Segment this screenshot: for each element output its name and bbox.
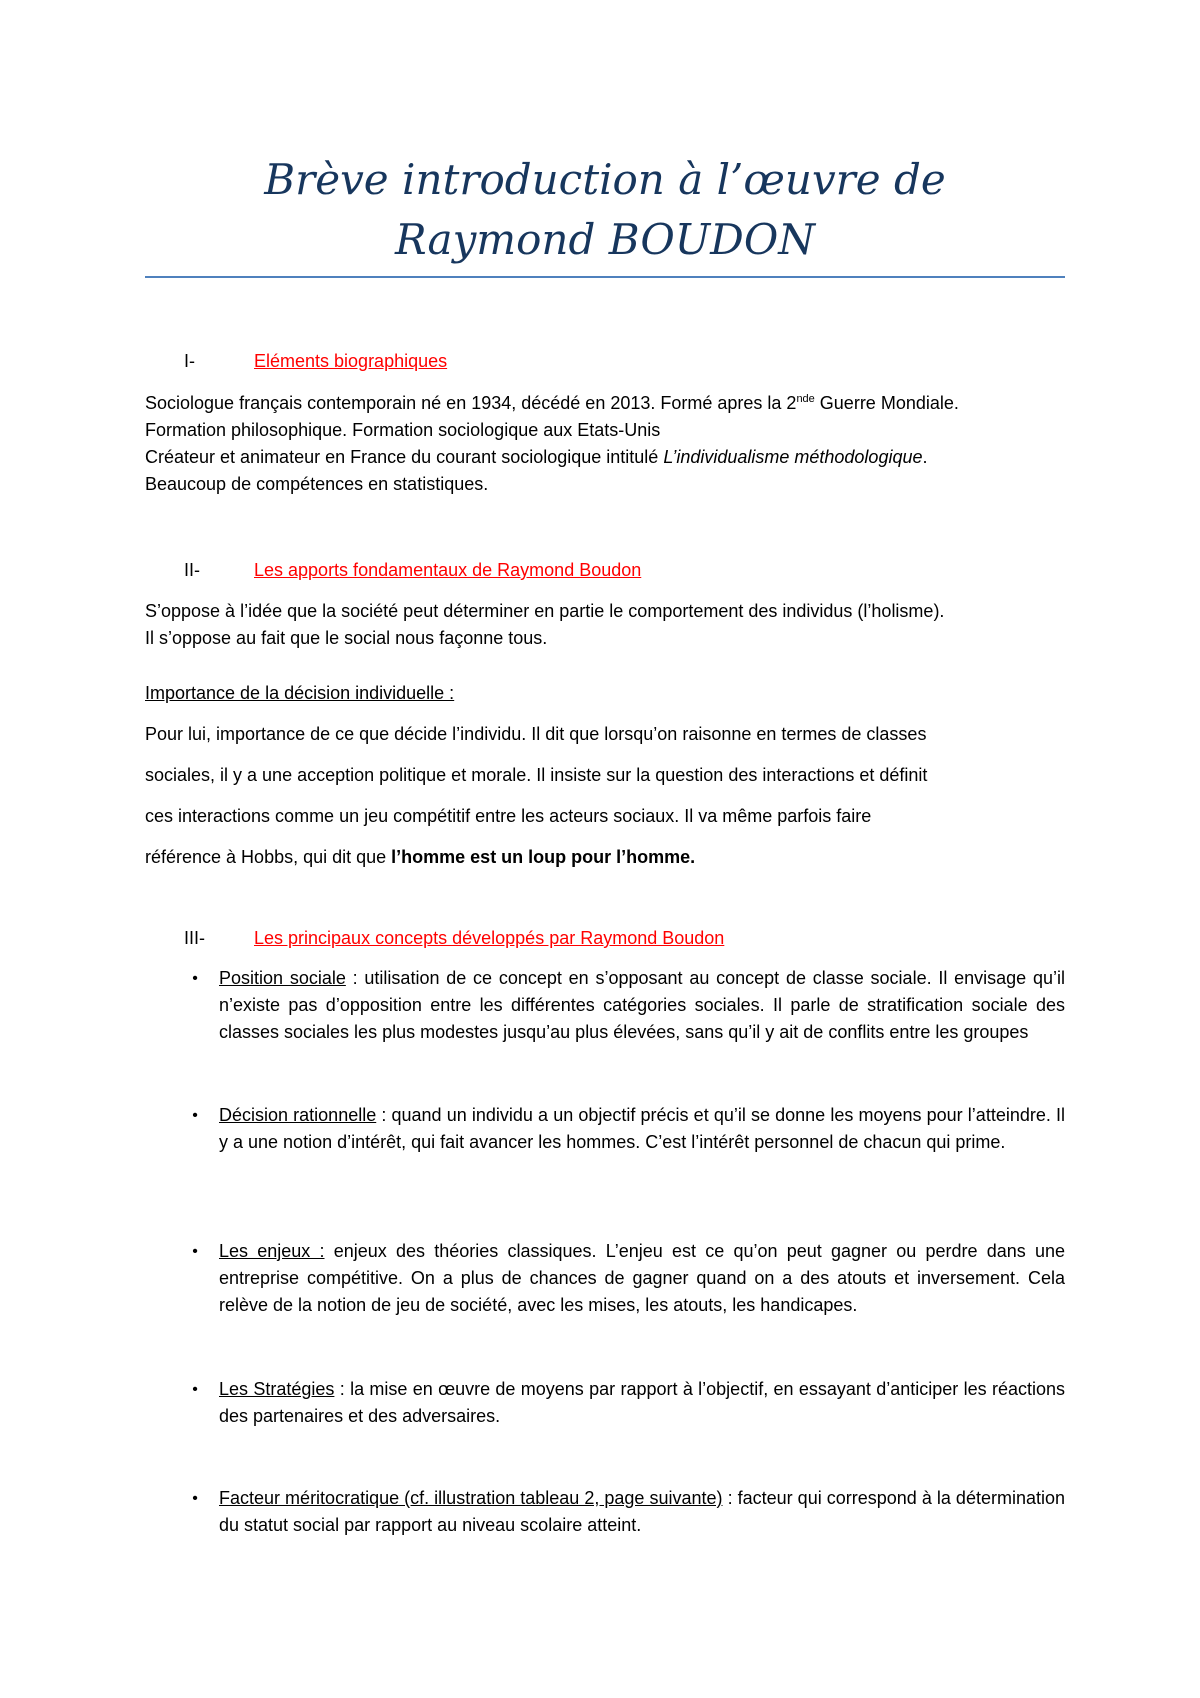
section-2-paragraph-1 [145,598,1065,652]
bio-superscript: nde [796,393,815,405]
section-1-number: I- [184,351,195,371]
bio-line-1-text: Sociologue français contemporain né en 1934, décédé en 2013. Formé apres la 2 [145,393,797,413]
concept-description: : utilisation de ce concept en s’opposant au concept de classe sociale. Il envisage qu’il n’existe pas d’opposition entre les différentes catégories sociales. Il parle de stratification sociale des classes sociales les plus modestes jusqu’au plus élevées, sans qu’il y ait de conflits entre les groupes [219,968,1065,1042]
concept-item [145,1376,1065,1430]
hobbes-quote-bold: l’homme est un loup pour l’homme [391,847,691,867]
title-underline-rule [145,276,1065,278]
bullet-icon: • [192,1381,198,1398]
concept-description: : la mise en œuvre de moyens par rapport à l’objectif, en essayant d’anticiper les réactions des partenaires et des adversaires. [219,1379,1065,1426]
bullet-icon: • [192,1490,198,1507]
concept-description: : quand un individu a un objectif précis et qu’il se donne les moyens pour l’atteindre. Il y a une notion d’intérêt, qui fait avancer les hommes. C’est l’intérêt personnel de chacun qui prime. [219,1105,1065,1152]
concept-term: Décision rationnelle [219,1105,377,1125]
section-2-paragraph-2 [145,714,1065,878]
document-title [145,150,1065,270]
concept-text [219,1238,1065,1319]
decision-line-3: ces interactions comme un jeu compétitif entre les acteurs sociaux. Il va même parfois faire [145,806,872,826]
apports-line-1: S’oppose à l’idée que la société peut déterminer en partie le comportement des individus (l’holisme). [145,601,945,621]
title-line-1: Brève introduction à l’œuvre de [264,155,946,204]
decision-line-4-text: référence à Hobbs, qui dit que [145,847,392,867]
section-3-heading [184,925,724,952]
concept-term: Position sociale [219,968,346,988]
section-1-title: Eléments biographiques [254,351,448,371]
concept-description: : facteur qui correspond à la détermination du statut social par rapport au niveau scolaire atteint. [219,1488,1065,1535]
concept-text [219,965,1065,1046]
concept-text [219,1102,1065,1156]
bio-line-3 [145,444,1065,471]
bio-line-3-italic: L’individualisme méthodologique [663,447,923,467]
bio-line-4: Beaucoup de compétences en statistiques. [145,474,489,494]
decision-line-1: Pour lui, importance de ce que décide l’individu. Il dit que lorsqu’on raisonne en termes de classes [145,724,927,744]
concept-text [219,1485,1065,1539]
bio-line-2: Formation philosophique. Formation sociologique aux Etats-Unis [145,420,661,440]
bio-line-1 [145,390,1065,417]
subheading-decision-individuelle: Importance de la décision individuelle : [145,683,455,703]
bullet-icon: • [192,1107,198,1124]
concept-term: Facteur méritocratique (cf. illustration tableau 2, page suivante) [219,1488,723,1508]
section-3-title: Les principaux concepts développés par Raymond Boudon [254,928,725,948]
bio-line-3-end: . [922,447,928,467]
concept-item [145,1238,1065,1319]
bio-line-1-end: Guerre Mondiale. [814,393,959,413]
section-2-number: II- [184,560,200,580]
decision-line-4 [145,837,1065,878]
section-2-title: Les apports fondamentaux de Raymond Boudon [254,560,642,580]
decision-line-4-end: . [690,847,696,867]
bullet-icon: • [192,970,198,987]
concept-item [145,1485,1065,1539]
section-1-heading [184,348,447,375]
concept-item [145,1102,1065,1156]
concept-item [145,965,1065,1046]
apports-line-2: Il s’oppose au fait que le social nous façonne tous. [145,628,548,648]
section-3-number: III- [184,928,205,948]
title-line-2: Raymond BOUDON [394,215,816,264]
bullet-icon: • [192,1243,198,1260]
bio-line-3-text: Créateur et animateur en France du courant sociologique intitulé [145,447,664,467]
section-2-subheading [145,680,1065,707]
concept-description: enjeux des théories classiques. L’enjeu est ce qu’on peut gagner ou perdre dans une entreprise compétitive. On a plus de chances de gagner quand on a des atouts et inversement. Cela relève de la notion de jeu de société, avec les mises, les atouts, les handicapes. [219,1241,1065,1315]
decision-line-2: sociales, il y a une acception politique et morale. Il insiste sur la question des interactions et définit [145,765,928,785]
section-1-body [145,390,1065,498]
concept-term: Les Stratégies [219,1379,335,1399]
section-2-heading [184,557,641,584]
concept-term: Les enjeux : [219,1241,325,1261]
concept-text [219,1376,1065,1430]
